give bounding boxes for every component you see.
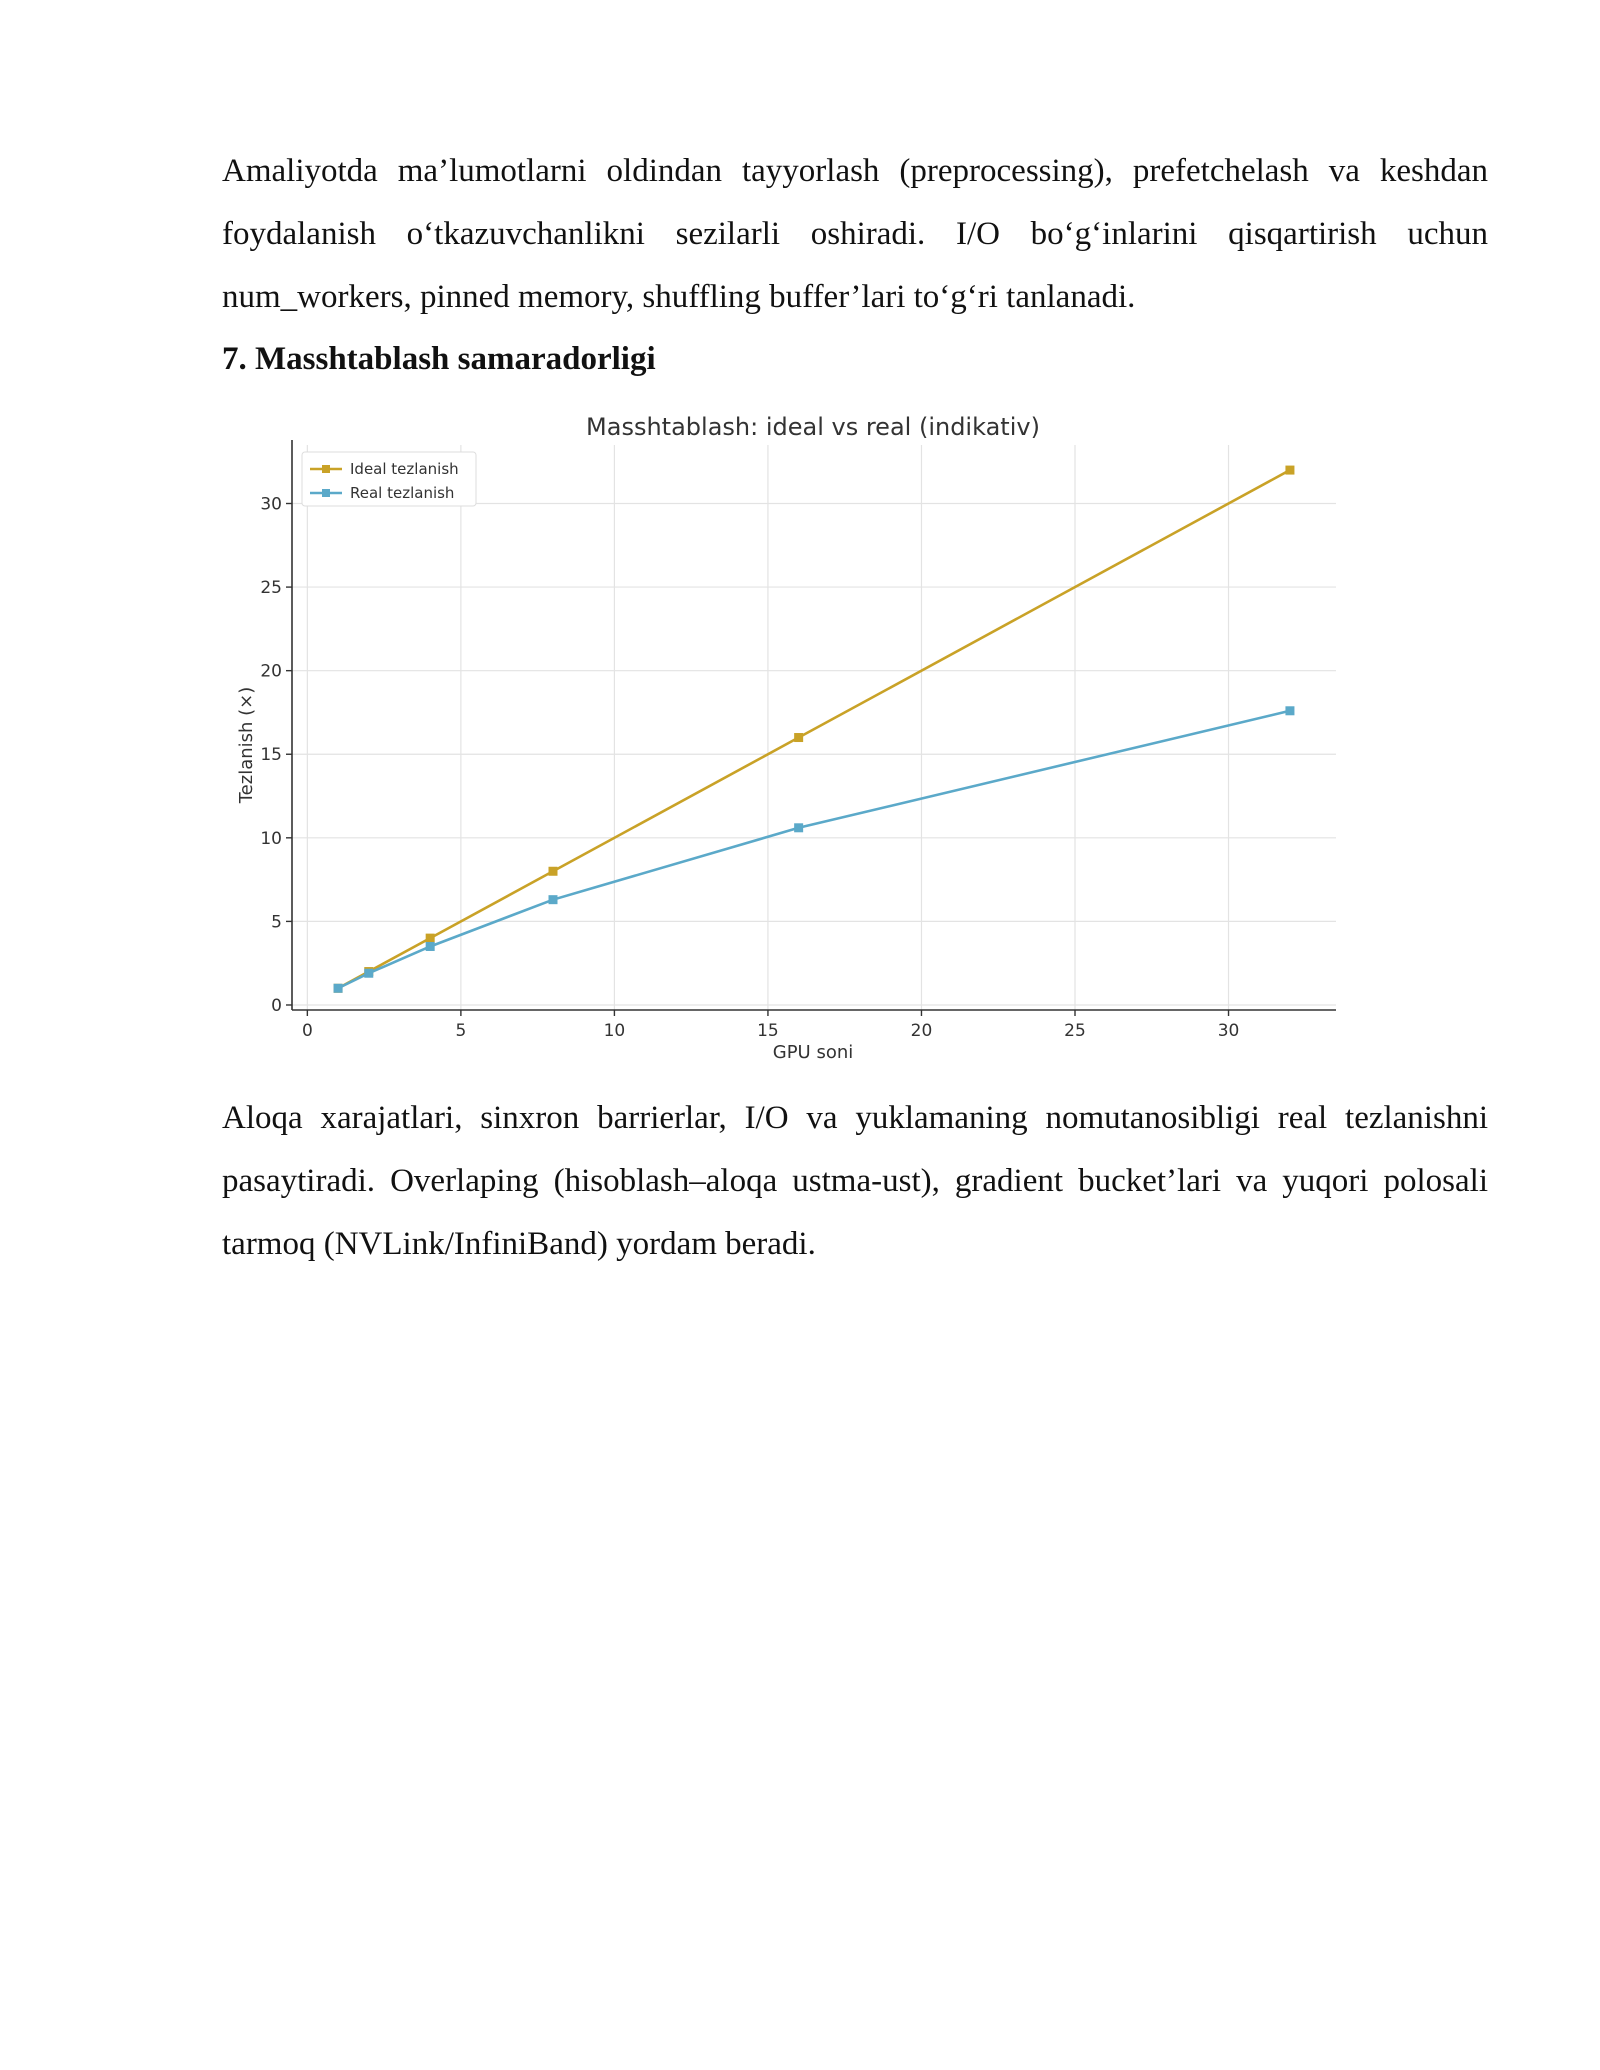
y-tick-label: 25	[260, 578, 282, 599]
chart-svg	[222, 405, 1362, 1065]
legend-swatch-marker	[322, 489, 330, 497]
y-tick-label: 10	[260, 828, 282, 849]
x-tick-label: 20	[910, 1021, 933, 1041]
x-axis-label: GPU soni	[772, 1042, 854, 1063]
series-line	[338, 711, 1290, 988]
data-point	[794, 733, 803, 742]
legend-label: Ideal tezlanish	[350, 460, 459, 478]
y-tick-label: 30	[260, 494, 282, 515]
data-point	[1285, 706, 1294, 715]
outro-paragraph: Aloqa xarajatlari, sinxron barrierlar, I/O va yuklamaning nomutanosibligi real tezlanishni pasaytiradi. Overlaping (hisoblash–aloqa ustma-ust), gradient bucket’lari va yuqori polosali tarmoq (NVLink/InfiniBand) yordam beradi.	[222, 1100, 1488, 1262]
y-axis-label: Tezlanish (×)	[236, 686, 257, 804]
y-tick-label: 20	[260, 661, 282, 682]
x-tick-label: 25	[1064, 1021, 1086, 1041]
x-tick-label: 15	[757, 1021, 779, 1041]
series-real	[334, 706, 1295, 992]
legend	[302, 452, 476, 506]
y-tick-label: 5	[271, 912, 282, 933]
series-line	[338, 470, 1290, 988]
legend-label: Real tezlanish	[350, 484, 455, 502]
series	[334, 466, 1295, 993]
section-heading: 7. Masshtablash samaradorligi	[222, 341, 656, 377]
data-point	[1285, 466, 1294, 475]
series-ideal	[334, 466, 1295, 993]
chart-title: Masshtablash: ideal vs real (indikativ)	[586, 413, 1040, 441]
x-tick-label: 0	[301, 1021, 313, 1041]
y-tick-label: 0	[271, 995, 282, 1016]
intro-paragraph: Amaliyotda ma’lumotlarni oldindan tayyorlash (preprocessing), prefetchelash va keshdan foydalanish o‘tkazuvchanlikni sezilarli oshiradi. I/O bo‘g‘inlarini qisqartirish uchun num_workers, pinned memory, shuffling buffer’lari to‘g‘ri tanlanadi.	[222, 153, 1488, 315]
legend-swatch-marker	[322, 465, 330, 473]
data-point	[364, 969, 373, 978]
x-tick-label: 10	[603, 1021, 626, 1041]
data-point	[549, 867, 558, 876]
data-point	[549, 895, 558, 904]
data-point	[334, 984, 343, 993]
data-point	[794, 823, 803, 832]
data-point	[426, 934, 435, 943]
scaling-chart	[222, 405, 1362, 1065]
data-point	[426, 942, 435, 951]
x-tick-label: 30	[1217, 1021, 1240, 1041]
x-tick-label: 5	[455, 1021, 467, 1041]
y-tick-label: 15	[260, 745, 282, 766]
